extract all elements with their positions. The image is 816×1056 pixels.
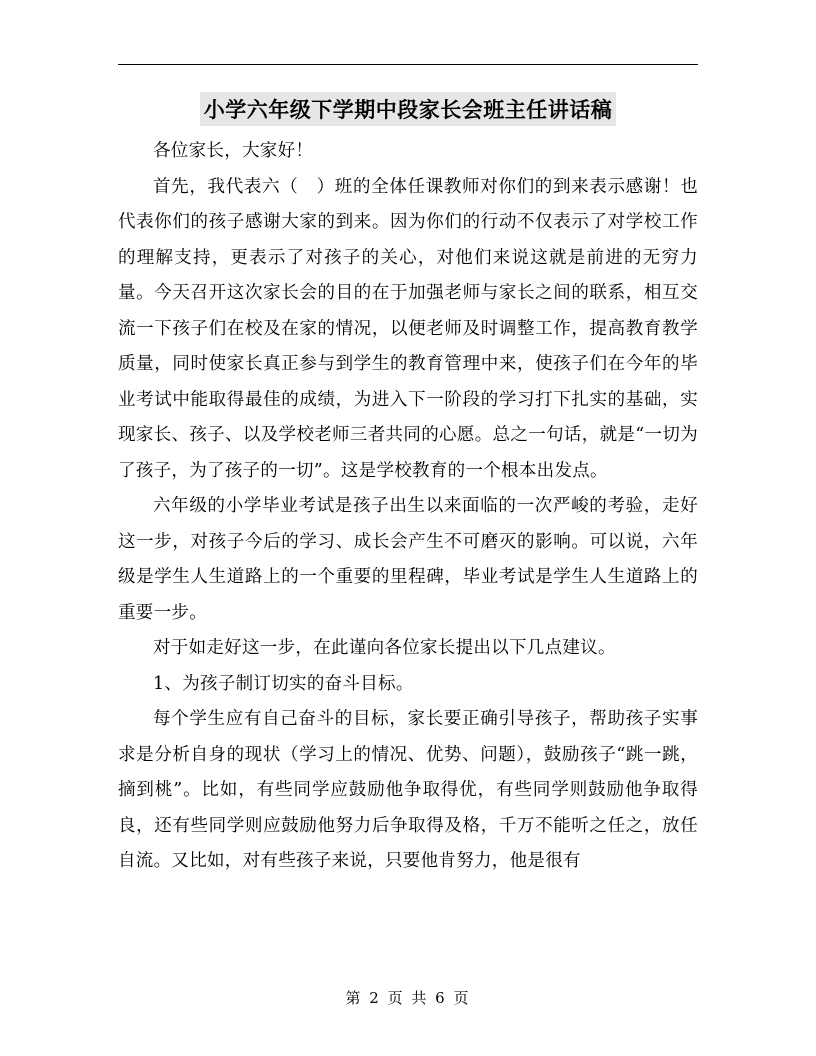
paragraph-suggestion-1-body: 每个学生应有自己奋斗的目标，家长要正确引导孩子，帮助孩子实事求是分析自身的现状（学习上的情况、优势、问题），鼓励孩子“跳一跳，摘到桃”。比如，有些同学应鼓励他争取得优，有些同学则鼓励他争取得良，还有些同学则应鼓励他努力后争取得及格，千万不能听之任之，放任自流。又比如，对有些孩子来说，只要他肯努力，他是很有 <box>118 709 698 871</box>
paragraph-exam-importance: 六年级的小学毕业考试是孩子出生以来面临的一次严峻的考验，走好这一步，对孩子今后的学习、成长会产生不可磨灭的影响。可以说，六年级是学生人生道路上的一个重要的里程碑，毕业考试是学生人生道路上的重要一步。 <box>118 496 698 623</box>
paragraph-suggestions-lead: 对于如走好这一步，在此谨向各位家长提出以下几点建议。 <box>153 638 616 658</box>
document-title <box>0 92 816 126</box>
header-rule <box>118 64 698 65</box>
title-text: 小学六年级下学期中段家长会班主任讲话稿 <box>200 92 617 126</box>
document-body <box>118 134 698 880</box>
paragraph-suggestion-1-heading: 1、为孩子制订切实的奋斗目标。 <box>153 673 414 694</box>
page-number: 第 2 页 共 6 页 <box>345 989 471 1007</box>
paragraph-greeting: 各位家长，大家好！ <box>153 141 314 161</box>
paragraph-intro: 首先，我代表六（ ）班的全体任课教师对你们的到来表示感谢！也代表你们的孩子感谢大家的到来。因为你们的行动不仅表示了对学校工作的理解支持，更表示了对孩子的关心，对他们来说这就是前进的无穷力量。今天召开这次家长会的目的在于加强老师与家长之间的联系，相互交流一下孩子们在校及在家的情况，以便老师及时调整工作，提高教育教学质量，同时使家长真正参与到学生的教育管理中来，使孩子们在今年的毕业考试中能取得最佳的成绩，为进入下一阶段的学习打下扎实的基础，实现家长、孩子、以及学校老师三者共同的心愿。总之一句话，就是“一切为了孩子，为了孩子的一切”。这是学校教育的一个根本出发点。 <box>118 176 698 481</box>
